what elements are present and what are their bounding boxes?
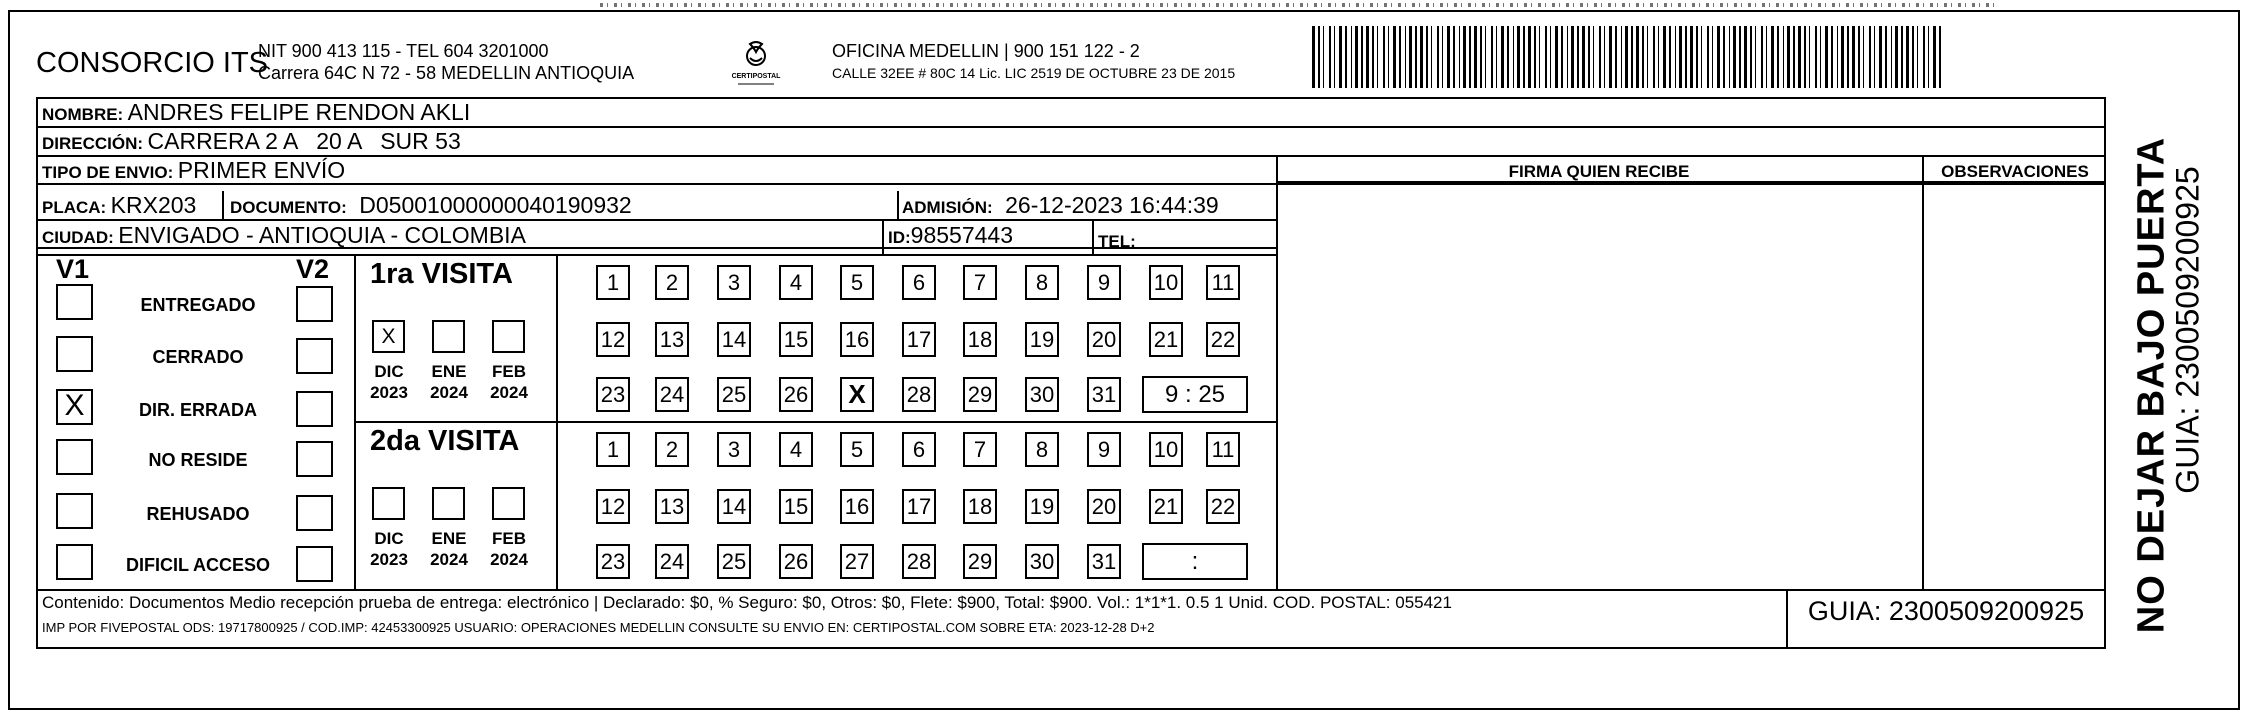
ciudad-value: ENVIGADO - ANTIOQUIA - COLOMBIA xyxy=(118,222,526,248)
day-box[interactable]: 21 xyxy=(1149,322,1183,357)
barcode-bar xyxy=(1787,26,1790,88)
barcode-bar xyxy=(1469,26,1471,88)
day-box[interactable]: 17 xyxy=(902,489,936,524)
barcode-bar xyxy=(1783,26,1784,88)
barcode-bar xyxy=(1891,26,1892,88)
direccion-row xyxy=(42,128,461,155)
barcode-bar xyxy=(1815,26,1817,88)
month-name: FEB xyxy=(492,529,526,548)
company-nit-tel: NIT 900 413 115 - TEL 604 3201000 xyxy=(258,41,549,61)
barcode-bar xyxy=(1912,26,1914,88)
month-name: DIC xyxy=(374,362,404,381)
barcode-bar xyxy=(1917,26,1918,88)
barcode-bar xyxy=(1847,26,1849,88)
barcode-bar xyxy=(1485,26,1486,88)
day-box[interactable]: 8 xyxy=(1025,265,1059,300)
day-box[interactable]: 9 xyxy=(1087,432,1121,467)
nombre-label: NOMBRE: xyxy=(42,105,124,124)
barcode-bar xyxy=(1507,26,1509,88)
logo-text: CERTIPOSTAL xyxy=(731,73,781,80)
barcode-bar xyxy=(1831,26,1833,88)
barcode-bar xyxy=(1437,26,1439,88)
status-v1-checkbox[interactable]: X xyxy=(56,389,93,425)
barcode-bar xyxy=(1793,26,1795,88)
barcode-bar xyxy=(1491,26,1493,88)
firma-area[interactable] xyxy=(1278,186,1920,588)
barcode-bar xyxy=(1361,26,1363,88)
day-mark: X xyxy=(848,379,866,409)
barcode-bar xyxy=(1517,26,1520,88)
barcode-bar xyxy=(1636,26,1639,88)
observaciones-header: OBSERVACIONES xyxy=(1941,162,2089,181)
day-box[interactable]: 6 xyxy=(902,432,936,467)
day-box[interactable]: 19 xyxy=(1025,489,1059,524)
office-name: OFICINA MEDELLIN | 900 151 122 - 2 xyxy=(832,41,1140,61)
admision-value: 26-12-2023 16:44:39 xyxy=(1005,192,1219,218)
barcode-bar xyxy=(1755,26,1756,88)
barcode-bar xyxy=(1928,26,1929,88)
barcode-bar xyxy=(1841,26,1844,88)
barcode-bar xyxy=(1729,26,1730,88)
barcode-bar xyxy=(1377,26,1378,88)
barcode-bar xyxy=(1609,26,1612,88)
barcode-bar xyxy=(1869,26,1871,88)
barcode-bar xyxy=(1405,26,1406,88)
tipo-envio-row xyxy=(42,157,345,184)
company-name: CONSORCIO ITS xyxy=(36,47,269,79)
status-v1-checkbox[interactable] xyxy=(56,439,93,475)
barcode-bar xyxy=(1329,26,1331,88)
barcode-bar xyxy=(1863,26,1864,88)
day-box[interactable]: 24 xyxy=(655,544,689,579)
barcode-bar xyxy=(1809,26,1810,88)
barcode-bar xyxy=(1447,26,1450,88)
month-checkbox[interactable]: X xyxy=(372,320,405,353)
day-box[interactable]: 19 xyxy=(1025,322,1059,357)
month-checkbox[interactable] xyxy=(432,487,465,520)
barcode-bar xyxy=(1345,26,1347,88)
barcode-bar xyxy=(1895,26,1898,88)
day-box[interactable]: 23 xyxy=(596,377,630,412)
placa-value: KRX203 xyxy=(110,192,197,218)
day-box[interactable]: 4 xyxy=(779,432,813,467)
day-box[interactable]: 4 xyxy=(779,265,813,300)
id-value: 98557443 xyxy=(910,222,1014,248)
day-box[interactable]: 11 xyxy=(1206,265,1240,300)
day-box[interactable]: 15 xyxy=(779,489,813,524)
visit-title: 1ra VISITA xyxy=(370,258,513,290)
imp-text: IMP POR FIVEPOSTAL ODS: 19717800925 / COD.IMP: 42453300925 USUARIO: OPERACIONES MEDELLIN CONSULTE SU ENVIO EN: CERTIPOSTAL.COM SOBRE ETA: 2023-12-28 D+2 xyxy=(42,620,1155,635)
month-name: FEB xyxy=(492,362,526,381)
day-box[interactable]: 3 xyxy=(717,432,751,467)
barcode-bar xyxy=(1685,26,1687,88)
barcode-bar xyxy=(1383,26,1385,88)
barcode-bar xyxy=(1501,26,1504,88)
day-box[interactable]: 12 xyxy=(596,322,630,357)
barcode-bar xyxy=(1771,26,1774,88)
barcode-bar xyxy=(1879,26,1882,88)
documento-value: D05001000000040190932 xyxy=(359,192,632,218)
certipostal-logo xyxy=(728,38,784,90)
barcode-bar xyxy=(1707,26,1709,88)
company-address: Carrera 64C N 72 - 58 MEDELLIN ANTIOQUIA xyxy=(258,63,635,83)
id-label: ID: xyxy=(888,228,911,247)
barcode-bar xyxy=(1621,26,1622,88)
barcode-bar xyxy=(1675,26,1676,88)
barcode-bar xyxy=(1513,26,1514,88)
nombre-row xyxy=(42,99,470,126)
status-v2-checkbox[interactable] xyxy=(296,495,333,531)
status-v1-checkbox[interactable] xyxy=(56,336,93,372)
barcode-bar xyxy=(1858,26,1860,88)
barcode-bar xyxy=(1496,26,1497,88)
barcode-bar xyxy=(1459,26,1460,88)
barcode-bar xyxy=(1339,26,1342,88)
barcode-bar xyxy=(1712,26,1713,88)
month-checkbox[interactable] xyxy=(492,487,525,520)
barcode-bar xyxy=(1885,26,1887,88)
day-box[interactable]: 6 xyxy=(902,265,936,300)
barcode-bar xyxy=(1323,26,1324,88)
day-box[interactable]: 5 xyxy=(840,265,874,300)
day-box[interactable]: 30 xyxy=(1025,377,1059,412)
barcode-bar xyxy=(1733,26,1736,88)
documento-field xyxy=(230,192,632,219)
admision-field xyxy=(902,192,1219,219)
status-label: DIFICIL ACCESO xyxy=(125,555,270,575)
barcode-bar xyxy=(1906,26,1909,88)
observaciones-area[interactable] xyxy=(1924,186,2104,588)
barcode-bar xyxy=(1366,26,1369,88)
status-v2-checkbox[interactable] xyxy=(296,391,333,427)
direccion-value: CARRERA 2 A 20 A SUR 53 xyxy=(147,128,461,154)
barcode-bar xyxy=(1798,26,1801,88)
barcode-bar xyxy=(1474,26,1477,88)
status-label: REHUSADO xyxy=(146,504,250,524)
barcode-bar xyxy=(1463,26,1466,88)
nombre-value: ANDRES FELIPE RENDON AKLI xyxy=(127,99,471,125)
barcode-bar xyxy=(1647,26,1648,88)
ciudad-label: CIUDAD: xyxy=(42,228,114,247)
barcode-bar xyxy=(1804,26,1806,88)
day-box[interactable]: 31 xyxy=(1087,377,1121,412)
day-box[interactable]: 28 xyxy=(902,544,936,579)
barcode-bar xyxy=(1480,26,1482,88)
status-label: CERRADO xyxy=(152,347,244,367)
contenido-text: Contenido: Documentos Medio recepción prueba de entrega: electrónico | Declarado: $0, % Seguro: $0, Otros: $0, Flete: $900, Total: $900. Vol.: 1*1*1. 0.5 1 Unid. COD. POSTAL: 055421 xyxy=(42,593,1452,612)
barcode-bar xyxy=(1750,26,1752,88)
day-box[interactable]: 26 xyxy=(779,544,813,579)
tipo-envio-value: PRIMER ENVÍO xyxy=(177,157,346,183)
day-box[interactable]: 25 xyxy=(717,544,751,579)
barcode-bar xyxy=(1334,26,1335,88)
day-box[interactable]: 20 xyxy=(1087,322,1121,357)
barcode-bar xyxy=(1388,26,1389,88)
firma-header: FIRMA QUIEN RECIBE xyxy=(1508,162,1690,181)
top-scan-line xyxy=(600,3,2000,7)
day-box[interactable]: 29 xyxy=(963,377,997,412)
day-box[interactable]: 5 xyxy=(840,432,874,467)
day-box[interactable]: 2 xyxy=(655,265,689,300)
barcode-bar xyxy=(1351,26,1352,88)
barcode-bar xyxy=(1625,26,1628,88)
barcode-bar xyxy=(1761,26,1763,88)
month-checkbox[interactable] xyxy=(372,487,405,520)
day-box[interactable]: 8 xyxy=(1025,432,1059,467)
ciudad-row xyxy=(42,222,526,249)
barcode-bar xyxy=(1939,26,1941,88)
barcode-bar xyxy=(1837,26,1838,88)
barcode-bar xyxy=(1582,26,1585,88)
day-box[interactable]: 14 xyxy=(717,489,751,524)
barcode-bar xyxy=(1318,26,1320,88)
barcode-bar xyxy=(1355,26,1358,88)
side-guia: GUIA: 2300509200925 xyxy=(2169,166,2206,494)
month-year: 2024 xyxy=(430,550,468,569)
barcode-bar xyxy=(1431,26,1432,88)
barcode-bar xyxy=(1642,26,1644,88)
status-label: DIR. ERRADA xyxy=(138,400,257,420)
placa-field xyxy=(42,192,196,219)
barcode-bar xyxy=(1528,26,1531,88)
day-box[interactable]: 2 xyxy=(655,432,689,467)
id-field xyxy=(888,222,1013,249)
barcode-bar xyxy=(1766,26,1767,88)
day-box[interactable]: 28 xyxy=(902,377,936,412)
month-year: 2024 xyxy=(490,383,528,402)
day-box[interactable]: 3 xyxy=(717,265,751,300)
barcode-bar xyxy=(1777,26,1779,88)
day-box[interactable]: 10 xyxy=(1149,265,1183,300)
barcode-bar xyxy=(1588,26,1590,88)
day-box[interactable]: 7 xyxy=(963,432,997,467)
visit-title: 2da VISITA xyxy=(370,425,520,457)
status-v2-checkbox[interactable] xyxy=(296,441,333,477)
day-box[interactable] xyxy=(840,377,874,412)
barcode-bar xyxy=(1701,26,1702,88)
barcode-bar xyxy=(1399,26,1401,88)
day-box[interactable]: 13 xyxy=(655,489,689,524)
status-v2-checkbox[interactable] xyxy=(296,286,333,322)
status-label: NO RESIDE xyxy=(148,450,248,470)
barcode-bar xyxy=(1658,26,1659,88)
barcode-bar xyxy=(1933,26,1936,88)
tipo-envio-label: TIPO DE ENVIO: xyxy=(42,163,174,182)
barcode-bar xyxy=(1631,26,1633,88)
month-year: 2023 xyxy=(370,383,408,402)
barcode-bar xyxy=(1723,26,1725,88)
barcode xyxy=(1312,26,1942,88)
v2-header: V2 xyxy=(296,254,330,284)
day-box[interactable]: 14 xyxy=(717,322,751,357)
day-box[interactable]: 16 xyxy=(840,322,874,357)
tel-field xyxy=(1098,226,1136,253)
barcode-bar xyxy=(1372,26,1374,88)
barcode-bar xyxy=(1523,26,1525,88)
day-box[interactable]: 26 xyxy=(779,377,813,412)
day-box[interactable]: 12 xyxy=(596,489,630,524)
day-box[interactable]: 30 xyxy=(1025,544,1059,579)
day-box[interactable]: 20 xyxy=(1087,489,1121,524)
barcode-bar xyxy=(1545,26,1547,88)
documento-label: DOCUMENTO: xyxy=(230,198,347,217)
day-box[interactable]: 17 xyxy=(902,322,936,357)
barcode-bar xyxy=(1679,26,1682,88)
footer-guia: GUIA: 2300509200925 xyxy=(1807,596,2085,626)
day-box[interactable]: 16 xyxy=(840,489,874,524)
month-checkbox[interactable] xyxy=(492,320,525,353)
barcode-bar xyxy=(1696,26,1698,88)
barcode-bar xyxy=(1426,26,1428,88)
barcode-bar xyxy=(1442,26,1443,88)
tel-label: TEL: xyxy=(1098,232,1136,251)
status-v1-checkbox[interactable] xyxy=(56,284,93,320)
direccion-label: DIRECCIÓN: xyxy=(42,134,144,153)
barcode-bar xyxy=(1901,26,1903,88)
barcode-bar xyxy=(1415,26,1417,88)
day-box[interactable]: 23 xyxy=(596,544,630,579)
day-box[interactable]: 1 xyxy=(596,432,630,467)
barcode-bar xyxy=(1669,26,1671,88)
barcode-bar xyxy=(1717,26,1720,88)
barcode-bar xyxy=(1690,26,1693,88)
status-v1-checkbox[interactable] xyxy=(56,544,93,580)
month-name: ENE xyxy=(431,362,467,381)
barcode-bar xyxy=(1555,26,1558,88)
barcode-bar xyxy=(1599,26,1601,88)
barcode-bar xyxy=(1653,26,1655,88)
barcode-bar xyxy=(1409,26,1412,88)
day-box[interactable]: 18 xyxy=(963,489,997,524)
barcode-bar xyxy=(1739,26,1741,88)
barcode-bar xyxy=(1312,26,1315,88)
barcode-bar xyxy=(1539,26,1540,88)
day-box[interactable]: 24 xyxy=(655,377,689,412)
visit-time-box[interactable]: 9 : 25 xyxy=(1142,376,1248,413)
month-year: 2023 xyxy=(370,550,408,569)
barcode-bar xyxy=(1561,26,1563,88)
day-box[interactable]: 18 xyxy=(963,322,997,357)
barcode-bar xyxy=(1550,26,1551,88)
barcode-bar xyxy=(1852,26,1855,88)
admision-label: ADMISIÓN: xyxy=(902,198,993,217)
barcode-bar xyxy=(1567,26,1568,88)
status-label: ENTREGADO xyxy=(140,295,256,315)
day-box[interactable]: 21 xyxy=(1149,489,1183,524)
barcode-bar xyxy=(1453,26,1455,88)
barcode-bar xyxy=(1393,26,1396,88)
visit-time-box[interactable]: : xyxy=(1142,543,1248,580)
status-v2-checkbox[interactable] xyxy=(296,338,333,374)
month-year: 2024 xyxy=(430,383,468,402)
status-v1-checkbox[interactable] xyxy=(56,493,93,529)
day-box[interactable]: 1 xyxy=(596,265,630,300)
day-box[interactable]: 13 xyxy=(655,322,689,357)
barcode-bar xyxy=(1534,26,1536,88)
day-box[interactable]: 22 xyxy=(1206,322,1240,357)
barcode-bar xyxy=(1820,26,1821,88)
month-name: ENE xyxy=(431,529,467,548)
day-box[interactable]: 9 xyxy=(1087,265,1121,300)
month-name: DIC xyxy=(374,529,404,548)
day-box[interactable]: 11 xyxy=(1206,432,1240,467)
day-box[interactable]: 22 xyxy=(1206,489,1240,524)
day-box[interactable]: 27 xyxy=(840,544,874,579)
barcode-bar xyxy=(1744,26,1747,88)
barcode-bar xyxy=(1615,26,1617,88)
day-box[interactable]: 25 xyxy=(717,377,751,412)
barcode-bar xyxy=(1571,26,1574,88)
month-checkbox[interactable] xyxy=(432,320,465,353)
barcode-bar xyxy=(1923,26,1925,88)
barcode-bar xyxy=(1577,26,1579,88)
barcode-bar xyxy=(1663,26,1666,88)
day-box[interactable]: 31 xyxy=(1087,544,1121,579)
day-box[interactable]: 15 xyxy=(779,322,813,357)
v1-header: V1 xyxy=(56,254,90,284)
office-address: CALLE 32EE # 80C 14 Lic. LIC 2519 DE OCTUBRE 23 DE 2015 xyxy=(832,65,1236,81)
barcode-bar xyxy=(1420,26,1423,88)
day-box[interactable]: 7 xyxy=(963,265,997,300)
placa-label: PLACA: xyxy=(42,198,107,217)
status-v2-checkbox[interactable] xyxy=(296,546,333,582)
day-box[interactable]: 10 xyxy=(1149,432,1183,467)
barcode-bar xyxy=(1825,26,1828,88)
barcode-bar xyxy=(1593,26,1594,88)
no-dejar-bajo-puerta: NO DEJAR BAJO PUERTA xyxy=(2130,136,2173,634)
barcode-bar xyxy=(1874,26,1875,88)
barcode-bar xyxy=(1604,26,1605,88)
month-year: 2024 xyxy=(490,550,528,569)
day-box[interactable]: 29 xyxy=(963,544,997,579)
